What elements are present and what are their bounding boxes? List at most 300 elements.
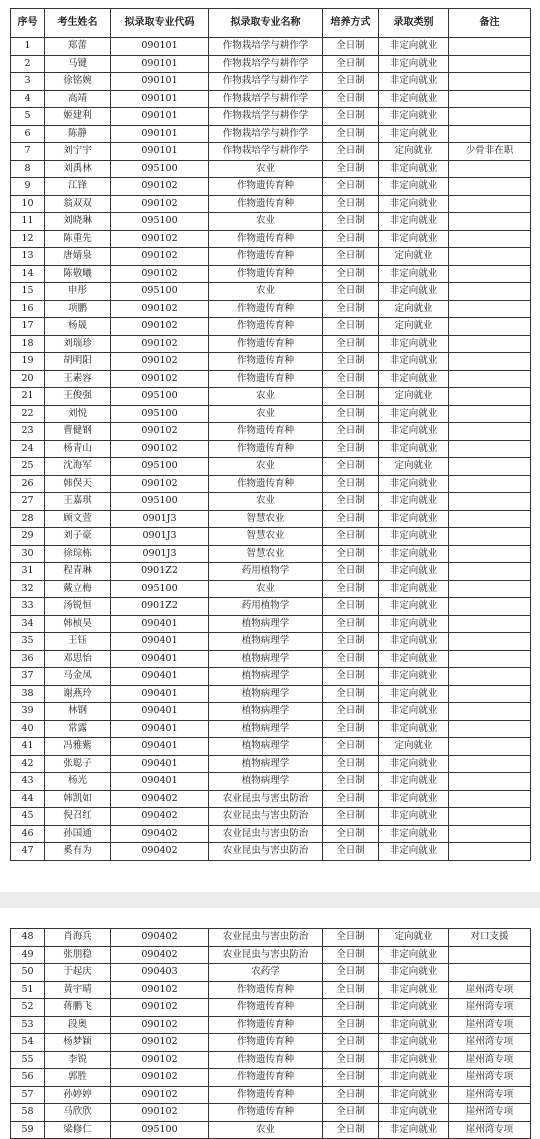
cell-study-mode: 全日制 bbox=[323, 598, 379, 616]
cell-remarks bbox=[449, 90, 531, 108]
cell-major-name: 农业 bbox=[209, 580, 323, 598]
cell-study-mode: 全日制 bbox=[323, 668, 379, 686]
cell-major-code: 090101 bbox=[111, 38, 209, 56]
table-row bbox=[11, 248, 531, 266]
cell-study-mode: 全日制 bbox=[323, 300, 379, 318]
cell-admission-type: 非定向就业 bbox=[379, 633, 449, 651]
cell-remarks: 崖州湾专项 bbox=[449, 1104, 531, 1122]
cell-study-mode: 全日制 bbox=[323, 981, 379, 999]
cell-name: 徐铭婉 bbox=[45, 73, 111, 91]
cell-major-code: 090401 bbox=[111, 650, 209, 668]
cell-major-name: 植物病理学 bbox=[209, 685, 323, 703]
cell-study-mode: 全日制 bbox=[323, 335, 379, 353]
cell-admission-type: 非定向就业 bbox=[379, 580, 449, 598]
cell-admission-type: 定向就业 bbox=[379, 143, 449, 161]
cell-major-code: 090102 bbox=[111, 318, 209, 336]
cell-study-mode: 全日制 bbox=[323, 370, 379, 388]
cell-name: 韩俣天 bbox=[45, 475, 111, 493]
cell-admission-type: 非定向就业 bbox=[379, 1086, 449, 1104]
cell-index: 24 bbox=[11, 440, 45, 458]
cell-major-name: 作物遗传育种 bbox=[209, 300, 323, 318]
cell-major-name: 农业 bbox=[209, 283, 323, 301]
cell-name: 刘宁宇 bbox=[45, 143, 111, 161]
cell-study-mode: 全日制 bbox=[323, 125, 379, 143]
table-row bbox=[11, 335, 531, 353]
cell-index: 1 bbox=[11, 38, 45, 56]
cell-study-mode: 全日制 bbox=[323, 55, 379, 73]
table-row bbox=[11, 283, 531, 301]
cell-study-mode: 全日制 bbox=[323, 318, 379, 336]
cell-admission-type: 非定向就业 bbox=[379, 335, 449, 353]
cell-study-mode: 全日制 bbox=[323, 650, 379, 668]
cell-remarks bbox=[449, 440, 531, 458]
cell-remarks bbox=[449, 475, 531, 493]
cell-remarks bbox=[449, 510, 531, 528]
cell-major-name: 植物病理学 bbox=[209, 668, 323, 686]
cell-name: 郑蕾 bbox=[45, 38, 111, 56]
cell-remarks bbox=[449, 808, 531, 826]
cell-remarks bbox=[449, 300, 531, 318]
cell-index: 35 bbox=[11, 633, 45, 651]
cell-remarks: 崖州湾专项 bbox=[449, 981, 531, 999]
cell-index: 4 bbox=[11, 90, 45, 108]
cell-study-mode: 全日制 bbox=[323, 808, 379, 826]
cell-remarks bbox=[449, 353, 531, 371]
cell-major-name: 智慧农业 bbox=[209, 510, 323, 528]
cell-major-code: 095100 bbox=[111, 160, 209, 178]
cell-name: 高靖 bbox=[45, 90, 111, 108]
cell-major-code: 090102 bbox=[111, 195, 209, 213]
table-row bbox=[11, 55, 531, 73]
cell-major-name: 药用植物学 bbox=[209, 563, 323, 581]
cell-study-mode: 全日制 bbox=[323, 388, 379, 406]
cell-study-mode: 全日制 bbox=[323, 615, 379, 633]
cell-major-name: 农业 bbox=[209, 1121, 323, 1139]
cell-remarks bbox=[449, 108, 531, 126]
cell-index: 2 bbox=[11, 55, 45, 73]
cell-major-name: 植物病理学 bbox=[209, 615, 323, 633]
table-row bbox=[11, 685, 531, 703]
cell-name: 张聪子 bbox=[45, 755, 111, 773]
cell-remarks bbox=[449, 755, 531, 773]
cell-remarks bbox=[449, 843, 531, 861]
cell-admission-type: 非定向就业 bbox=[379, 773, 449, 791]
cell-major-code: 0901Z2 bbox=[111, 563, 209, 581]
cell-study-mode: 全日制 bbox=[323, 545, 379, 563]
table-row bbox=[11, 178, 531, 196]
cell-name: 王素容 bbox=[45, 370, 111, 388]
cell-remarks: 崖州湾专项 bbox=[449, 1069, 531, 1087]
cell-index: 11 bbox=[11, 213, 45, 231]
cell-major-code: 090401 bbox=[111, 633, 209, 651]
table-row bbox=[11, 929, 531, 947]
table-row bbox=[11, 1104, 531, 1122]
table-row bbox=[11, 999, 531, 1017]
cell-major-code: 095100 bbox=[111, 580, 209, 598]
cell-admission-type: 非定向就业 bbox=[379, 1016, 449, 1034]
cell-admission-type: 非定向就业 bbox=[379, 423, 449, 441]
cell-major-name: 作物栽培学与耕作学 bbox=[209, 38, 323, 56]
cell-remarks bbox=[449, 160, 531, 178]
table-row bbox=[11, 370, 531, 388]
cell-major-code: 090402 bbox=[111, 929, 209, 947]
cell-major-code: 090102 bbox=[111, 265, 209, 283]
cell-name: 徐琮栋 bbox=[45, 545, 111, 563]
cell-major-name: 作物遗传育种 bbox=[209, 318, 323, 336]
table-row bbox=[11, 38, 531, 56]
cell-index: 41 bbox=[11, 738, 45, 756]
cell-remarks bbox=[449, 964, 531, 982]
table-row bbox=[11, 843, 531, 861]
cell-study-mode: 全日制 bbox=[323, 458, 379, 476]
table-row bbox=[11, 528, 531, 546]
cell-major-code: 090102 bbox=[111, 1034, 209, 1052]
cell-admission-type: 非定向就业 bbox=[379, 720, 449, 738]
cell-major-name: 作物遗传育种 bbox=[209, 353, 323, 371]
cell-major-name: 作物遗传育种 bbox=[209, 178, 323, 196]
table-row bbox=[11, 545, 531, 563]
cell-name: 韩凯如 bbox=[45, 790, 111, 808]
cell-major-code: 095100 bbox=[111, 283, 209, 301]
header-major-code: 拟录取专业代码 bbox=[111, 9, 209, 38]
cell-study-mode: 全日制 bbox=[323, 248, 379, 266]
cell-study-mode: 全日制 bbox=[323, 38, 379, 56]
table-row bbox=[11, 946, 531, 964]
cell-major-name: 农业 bbox=[209, 160, 323, 178]
cell-major-name: 作物遗传育种 bbox=[209, 1016, 323, 1034]
cell-name: 张朋稳 bbox=[45, 946, 111, 964]
cell-remarks bbox=[449, 423, 531, 441]
cell-admission-type: 非定向就业 bbox=[379, 981, 449, 999]
cell-study-mode: 全日制 bbox=[323, 405, 379, 423]
header-remarks: 备注 bbox=[449, 9, 531, 38]
cell-name: 杨晟 bbox=[45, 318, 111, 336]
cell-name: 刘禹林 bbox=[45, 160, 111, 178]
cell-index: 33 bbox=[11, 598, 45, 616]
cell-major-name: 作物栽培学与耕作学 bbox=[209, 143, 323, 161]
cell-index: 42 bbox=[11, 755, 45, 773]
cell-major-code: 0901J3 bbox=[111, 545, 209, 563]
cell-index: 30 bbox=[11, 545, 45, 563]
cell-index: 39 bbox=[11, 703, 45, 721]
table-row bbox=[11, 790, 531, 808]
cell-major-code: 0901Z2 bbox=[111, 598, 209, 616]
cell-remarks: 崖州湾专项 bbox=[449, 1034, 531, 1052]
table-row bbox=[11, 195, 531, 213]
table-row bbox=[11, 650, 531, 668]
cell-admission-type: 定向就业 bbox=[379, 929, 449, 947]
table-row bbox=[11, 230, 531, 248]
cell-major-name: 智慧农业 bbox=[209, 545, 323, 563]
cell-index: 27 bbox=[11, 493, 45, 511]
table-row bbox=[11, 90, 531, 108]
table-row bbox=[11, 615, 531, 633]
cell-study-mode: 全日制 bbox=[323, 580, 379, 598]
admission-table-page-1 bbox=[10, 8, 530, 861]
cell-remarks bbox=[449, 458, 531, 476]
cell-remarks bbox=[449, 946, 531, 964]
cell-major-name: 作物栽培学与耕作学 bbox=[209, 125, 323, 143]
cell-major-code: 090402 bbox=[111, 825, 209, 843]
cell-name: 马键 bbox=[45, 55, 111, 73]
cell-major-name: 作物栽培学与耕作学 bbox=[209, 90, 323, 108]
cell-remarks bbox=[449, 335, 531, 353]
table-row bbox=[11, 720, 531, 738]
cell-index: 7 bbox=[11, 143, 45, 161]
cell-study-mode: 全日制 bbox=[323, 929, 379, 947]
cell-remarks bbox=[449, 598, 531, 616]
cell-index: 5 bbox=[11, 108, 45, 126]
cell-study-mode: 全日制 bbox=[323, 1086, 379, 1104]
cell-admission-type: 非定向就业 bbox=[379, 265, 449, 283]
cell-remarks bbox=[449, 685, 531, 703]
cell-index: 28 bbox=[11, 510, 45, 528]
cell-index: 19 bbox=[11, 353, 45, 371]
cell-admission-type: 非定向就业 bbox=[379, 999, 449, 1017]
cell-study-mode: 全日制 bbox=[323, 90, 379, 108]
cell-remarks bbox=[449, 493, 531, 511]
cell-name: 于起庆 bbox=[45, 964, 111, 982]
cell-admission-type: 定向就业 bbox=[379, 458, 449, 476]
cell-admission-type: 非定向就业 bbox=[379, 475, 449, 493]
cell-remarks: 少骨非在职 bbox=[449, 143, 531, 161]
cell-name: 马金凤 bbox=[45, 668, 111, 686]
cell-remarks bbox=[449, 38, 531, 56]
header-major-name: 拟录取专业名称 bbox=[209, 9, 323, 38]
cell-major-name: 作物遗传育种 bbox=[209, 475, 323, 493]
cell-name: 陈静 bbox=[45, 125, 111, 143]
cell-index: 20 bbox=[11, 370, 45, 388]
cell-index: 59 bbox=[11, 1121, 45, 1139]
admission-table bbox=[10, 8, 531, 861]
table-row bbox=[11, 755, 531, 773]
cell-major-code: 090102 bbox=[111, 1069, 209, 1087]
cell-name: 奚有为 bbox=[45, 843, 111, 861]
cell-name: 段奥 bbox=[45, 1016, 111, 1034]
cell-major-code: 090101 bbox=[111, 55, 209, 73]
cell-major-code: 090102 bbox=[111, 300, 209, 318]
cell-remarks: 对口支援 bbox=[449, 929, 531, 947]
cell-major-code: 090102 bbox=[111, 178, 209, 196]
cell-admission-type: 非定向就业 bbox=[379, 964, 449, 982]
table-row bbox=[11, 1051, 531, 1069]
cell-remarks bbox=[449, 265, 531, 283]
table-row bbox=[11, 1034, 531, 1052]
cell-major-name: 作物遗传育种 bbox=[209, 335, 323, 353]
cell-major-code: 090102 bbox=[111, 248, 209, 266]
cell-major-name: 农业 bbox=[209, 458, 323, 476]
cell-remarks: 崖州湾专项 bbox=[449, 999, 531, 1017]
page-separator bbox=[0, 892, 540, 908]
cell-index: 49 bbox=[11, 946, 45, 964]
cell-index: 18 bbox=[11, 335, 45, 353]
cell-index: 6 bbox=[11, 125, 45, 143]
cell-remarks bbox=[449, 248, 531, 266]
cell-admission-type: 非定向就业 bbox=[379, 160, 449, 178]
cell-index: 10 bbox=[11, 195, 45, 213]
cell-study-mode: 全日制 bbox=[323, 528, 379, 546]
cell-name: 翁双双 bbox=[45, 195, 111, 213]
cell-major-name: 植物病理学 bbox=[209, 633, 323, 651]
cell-remarks: 崖州湾专项 bbox=[449, 1051, 531, 1069]
cell-name: 常露 bbox=[45, 720, 111, 738]
table-header-row bbox=[11, 9, 531, 38]
cell-major-name: 作物遗传育种 bbox=[209, 370, 323, 388]
cell-study-mode: 全日制 bbox=[323, 685, 379, 703]
cell-study-mode: 全日制 bbox=[323, 633, 379, 651]
cell-major-name: 农业昆虫与害虫防治 bbox=[209, 843, 323, 861]
table-row bbox=[11, 405, 531, 423]
cell-major-name: 植物病理学 bbox=[209, 703, 323, 721]
cell-admission-type: 定向就业 bbox=[379, 300, 449, 318]
cell-major-name: 作物遗传育种 bbox=[209, 248, 323, 266]
cell-major-name: 农业昆虫与害虫防治 bbox=[209, 825, 323, 843]
cell-remarks bbox=[449, 125, 531, 143]
cell-index: 26 bbox=[11, 475, 45, 493]
cell-index: 51 bbox=[11, 981, 45, 999]
cell-name: 梁修仁 bbox=[45, 1121, 111, 1139]
table-row bbox=[11, 738, 531, 756]
table-row bbox=[11, 580, 531, 598]
cell-major-name: 农业昆虫与害虫防治 bbox=[209, 808, 323, 826]
cell-admission-type: 非定向就业 bbox=[379, 563, 449, 581]
cell-admission-type: 非定向就业 bbox=[379, 825, 449, 843]
cell-name: 陈重先 bbox=[45, 230, 111, 248]
table-row bbox=[11, 125, 531, 143]
table-row bbox=[11, 981, 531, 999]
cell-major-code: 090102 bbox=[111, 475, 209, 493]
cell-admission-type: 定向就业 bbox=[379, 318, 449, 336]
cell-major-code: 090102 bbox=[111, 353, 209, 371]
cell-remarks bbox=[449, 213, 531, 231]
cell-study-mode: 全日制 bbox=[323, 703, 379, 721]
table-row bbox=[11, 510, 531, 528]
cell-major-code: 090102 bbox=[111, 1051, 209, 1069]
cell-name: 王俊强 bbox=[45, 388, 111, 406]
cell-admission-type: 非定向就业 bbox=[379, 1051, 449, 1069]
cell-admission-type: 非定向就业 bbox=[379, 283, 449, 301]
cell-admission-type: 非定向就业 bbox=[379, 510, 449, 528]
cell-remarks bbox=[449, 388, 531, 406]
cell-study-mode: 全日制 bbox=[323, 825, 379, 843]
cell-index: 16 bbox=[11, 300, 45, 318]
cell-major-code: 090102 bbox=[111, 1086, 209, 1104]
cell-study-mode: 全日制 bbox=[323, 178, 379, 196]
table-row bbox=[11, 143, 531, 161]
cell-remarks bbox=[449, 720, 531, 738]
cell-admission-type: 非定向就业 bbox=[379, 1104, 449, 1122]
table-row bbox=[11, 265, 531, 283]
cell-name: 冯雅紫 bbox=[45, 738, 111, 756]
cell-major-name: 作物遗传育种 bbox=[209, 265, 323, 283]
cell-remarks bbox=[449, 668, 531, 686]
cell-name: 姬建利 bbox=[45, 108, 111, 126]
cell-index: 50 bbox=[11, 964, 45, 982]
cell-study-mode: 全日制 bbox=[323, 440, 379, 458]
cell-name: 蒋鹏飞 bbox=[45, 999, 111, 1017]
cell-major-code: 090401 bbox=[111, 720, 209, 738]
cell-name: 郭胜 bbox=[45, 1069, 111, 1087]
cell-name: 申彤 bbox=[45, 283, 111, 301]
cell-index: 12 bbox=[11, 230, 45, 248]
cell-remarks bbox=[449, 283, 531, 301]
cell-index: 14 bbox=[11, 265, 45, 283]
cell-major-name: 植物病理学 bbox=[209, 720, 323, 738]
cell-study-mode: 全日制 bbox=[323, 213, 379, 231]
cell-admission-type: 非定向就业 bbox=[379, 685, 449, 703]
cell-admission-type: 非定向就业 bbox=[379, 125, 449, 143]
cell-remarks bbox=[449, 528, 531, 546]
cell-major-code: 0901J3 bbox=[111, 528, 209, 546]
cell-index: 45 bbox=[11, 808, 45, 826]
cell-major-code: 090402 bbox=[111, 843, 209, 861]
cell-admission-type: 非定向就业 bbox=[379, 405, 449, 423]
cell-remarks bbox=[449, 703, 531, 721]
cell-major-code: 090102 bbox=[111, 230, 209, 248]
cell-admission-type: 非定向就业 bbox=[379, 668, 449, 686]
cell-study-mode: 全日制 bbox=[323, 353, 379, 371]
table-row bbox=[11, 440, 531, 458]
cell-name: 杨青山 bbox=[45, 440, 111, 458]
cell-study-mode: 全日制 bbox=[323, 195, 379, 213]
cell-study-mode: 全日制 bbox=[323, 230, 379, 248]
cell-name: 曹健钢 bbox=[45, 423, 111, 441]
cell-name: 刘晓琳 bbox=[45, 213, 111, 231]
cell-major-code: 090402 bbox=[111, 790, 209, 808]
cell-study-mode: 全日制 bbox=[323, 265, 379, 283]
cell-index: 3 bbox=[11, 73, 45, 91]
cell-study-mode: 全日制 bbox=[323, 790, 379, 808]
cell-major-code: 090101 bbox=[111, 90, 209, 108]
cell-index: 55 bbox=[11, 1051, 45, 1069]
cell-index: 40 bbox=[11, 720, 45, 738]
cell-index: 17 bbox=[11, 318, 45, 336]
cell-index: 44 bbox=[11, 790, 45, 808]
cell-major-name: 农业 bbox=[209, 405, 323, 423]
cell-name: 韩桢昊 bbox=[45, 615, 111, 633]
cell-name: 马欣欣 bbox=[45, 1104, 111, 1122]
cell-major-name: 农业 bbox=[209, 493, 323, 511]
cell-name: 孙婷婷 bbox=[45, 1086, 111, 1104]
cell-major-name: 农药学 bbox=[209, 964, 323, 982]
cell-index: 48 bbox=[11, 929, 45, 947]
table-row bbox=[11, 353, 531, 371]
cell-admission-type: 非定向就业 bbox=[379, 843, 449, 861]
admission-table-continued bbox=[10, 928, 531, 1139]
cell-study-mode: 全日制 bbox=[323, 755, 379, 773]
cell-study-mode: 全日制 bbox=[323, 964, 379, 982]
cell-name: 胡明阳 bbox=[45, 353, 111, 371]
cell-remarks bbox=[449, 230, 531, 248]
cell-study-mode: 全日制 bbox=[323, 475, 379, 493]
cell-admission-type: 非定向就业 bbox=[379, 213, 449, 231]
table-row bbox=[11, 825, 531, 843]
cell-major-name: 作物遗传育种 bbox=[209, 440, 323, 458]
cell-major-code: 095100 bbox=[111, 458, 209, 476]
cell-admission-type: 定向就业 bbox=[379, 738, 449, 756]
cell-admission-type: 非定向就业 bbox=[379, 1069, 449, 1087]
cell-major-code: 090401 bbox=[111, 773, 209, 791]
cell-major-code: 090401 bbox=[111, 668, 209, 686]
cell-study-mode: 全日制 bbox=[323, 73, 379, 91]
cell-remarks: 崖州湾专项 bbox=[449, 1121, 531, 1139]
cell-major-code: 090402 bbox=[111, 808, 209, 826]
cell-study-mode: 全日制 bbox=[323, 773, 379, 791]
cell-index: 38 bbox=[11, 685, 45, 703]
cell-name: 谢燕玲 bbox=[45, 685, 111, 703]
cell-name: 王钰 bbox=[45, 633, 111, 651]
cell-admission-type: 非定向就业 bbox=[379, 650, 449, 668]
